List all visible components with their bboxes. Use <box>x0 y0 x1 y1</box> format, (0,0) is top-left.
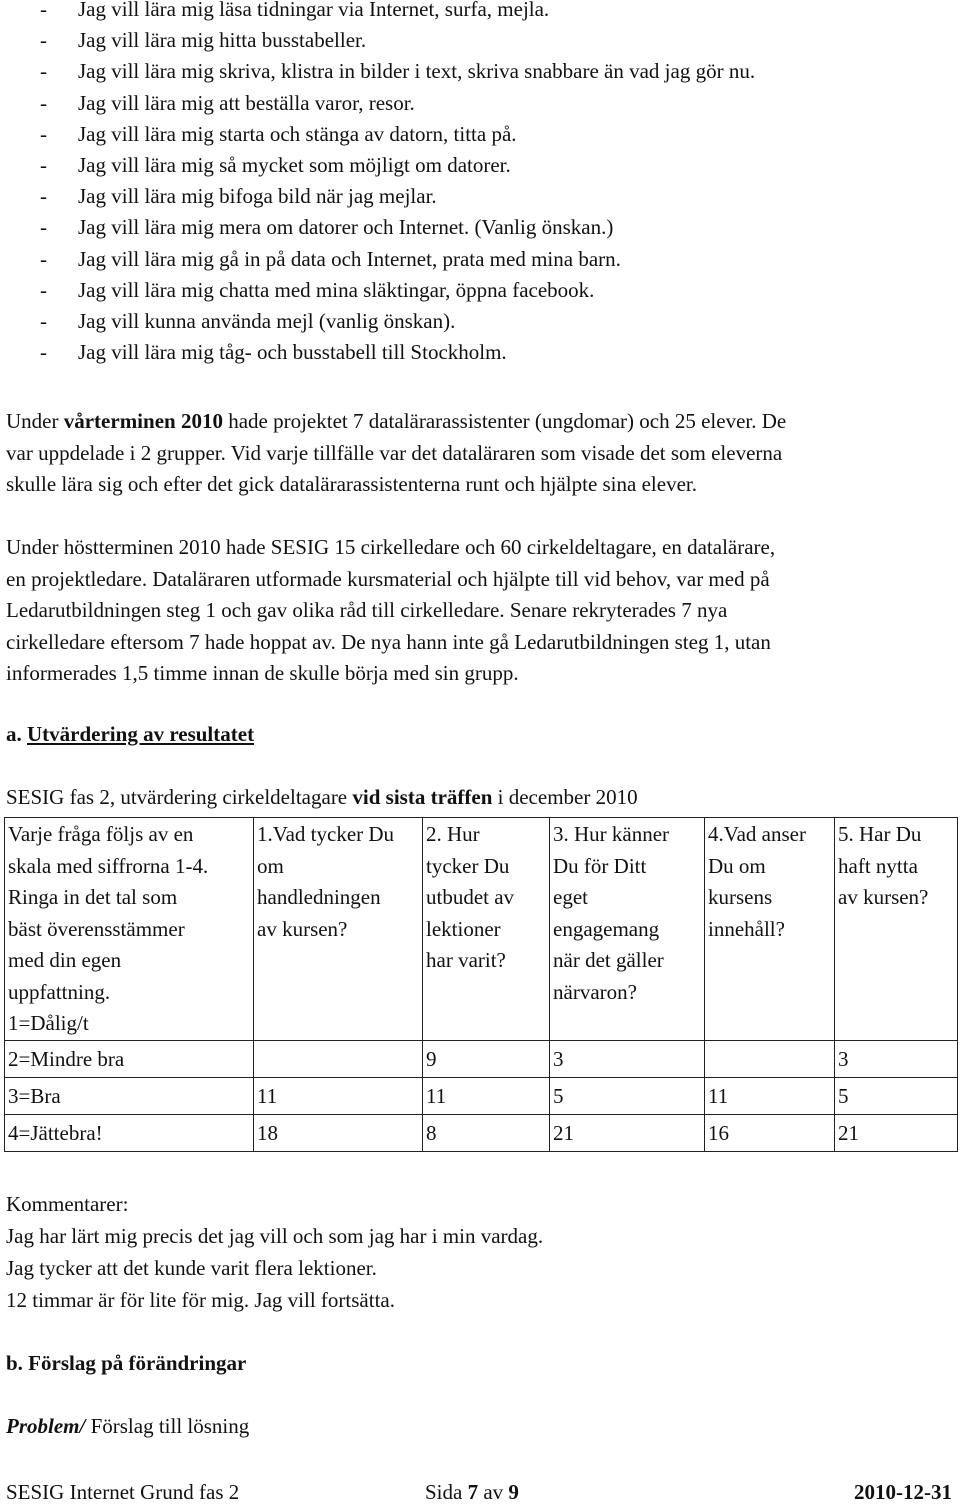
header-line: 2. Hur <box>426 822 480 846</box>
bold-term: vårterminen 2010 <box>63 409 223 433</box>
header-line: lektioner <box>426 916 501 941</box>
bullet-dash: - <box>40 215 47 240</box>
count-cell: 3 <box>835 1040 958 1077</box>
count-cell: 5 <box>550 1077 705 1114</box>
header-line: utbudet av <box>426 885 515 909</box>
table-caption: SESIG fas 2, utvärdering cirkeldeltagare vid sista träffen i december 2010 <box>6 785 638 809</box>
count-cell: 8 <box>423 1114 550 1151</box>
wish-item <box>40 25 755 56</box>
header-line: närvaron? <box>553 979 637 1004</box>
header-line: engagemang <box>553 916 660 941</box>
comment-line: 12 timmar är för lite för mig. Jag vill fortsätta. <box>6 1288 395 1312</box>
count-cell: 21 <box>835 1114 958 1151</box>
count-cell: 16 <box>705 1114 835 1151</box>
section-a-heading: a. Utvärdering av resultatet <box>6 722 255 746</box>
header-line: Du för Ditt <box>553 853 647 878</box>
header-line: om <box>257 853 284 878</box>
comment-line: Jag har lärt mig precis det jag vill och som jag har i min vardag. <box>6 1224 544 1248</box>
paragraph-line: skulle lära sig och efter det gick datalärarassistenterna runt och hjälpte sina elever. <box>6 472 697 496</box>
wish-text: Jag vill lära mig mera om datorer och Internet. (Vanlig önskan.) <box>78 215 614 240</box>
wish-text: Jag vill lära mig tåg- och busstabell till Stockholm. <box>78 340 507 365</box>
count-cell: 11 <box>254 1077 423 1114</box>
bullet-dash: - <box>40 90 47 115</box>
header-line: 5. Har Du <box>838 822 922 846</box>
question-header-cell <box>423 818 550 1041</box>
bullet-dash: - <box>40 308 47 333</box>
wish-text: Jag vill kunna använda mejl (vanlig önskan). <box>78 308 456 333</box>
header-line: har varit? <box>426 948 506 972</box>
scale-label-cell: 4=Jättebra! <box>5 1114 254 1151</box>
count-cell: 9 <box>423 1040 550 1077</box>
header-line: Du om <box>708 853 766 878</box>
count-cell: 11 <box>705 1077 835 1114</box>
bullet-dash: - <box>40 152 47 177</box>
count-cell: 11 <box>423 1077 550 1114</box>
header-line: handledningen <box>257 885 381 909</box>
count-cell: 3 <box>550 1040 705 1077</box>
wish-item <box>40 275 755 306</box>
header-line: av kursen? <box>838 885 929 909</box>
question-header-cell <box>254 818 423 1041</box>
bullet-dash: - <box>40 184 47 209</box>
header-line: bäst överensstämmer <box>8 916 185 941</box>
bullet-dash: - <box>40 340 47 365</box>
header-line: uppfattning. <box>8 979 111 1004</box>
wish-item <box>40 0 755 25</box>
header-line: Ringa in det tal som <box>8 885 178 909</box>
question-header-cell <box>550 818 705 1041</box>
header-line: kursens <box>708 885 773 909</box>
header-line: skala med siffrorna 1-4. <box>8 853 209 878</box>
header-line: eget <box>553 885 588 909</box>
paragraph-line: informerades 1,5 timme innan de skulle börja med sin grupp. <box>6 661 519 685</box>
wish-item <box>40 181 755 212</box>
scale-label-cell: 3=Bra <box>5 1077 254 1114</box>
wish-item <box>40 88 755 119</box>
paragraph-autumn <box>6 532 956 690</box>
wish-text: Jag vill lära mig att beställa varor, resor. <box>78 90 415 115</box>
paragraph-line: en projektledare. Dataläraren utformade kursmaterial och hjälpte till vid behov, var med på <box>6 566 770 591</box>
paragraph-line: Under vårterminen 2010 hade projektet 7 datalärarassistenter (ungdomar) och 25 elever. De <box>6 409 787 433</box>
header-line: innehåll? <box>708 916 785 941</box>
bullet-dash: - <box>40 277 47 302</box>
paragraph-line: var uppdelade i 2 grupper. Vid varje tillfälle var det dataläraren som visade det som eleverna <box>6 440 783 465</box>
problem-line: Problem/ Förslag till lösning <box>6 1414 250 1438</box>
header-line: Varje fråga följs av en <box>8 822 194 846</box>
header-line: av kursen? <box>257 916 348 941</box>
wish-item <box>40 306 755 337</box>
paragraph-spring <box>6 406 956 501</box>
header-line: 1=Dålig/t <box>8 1011 89 1035</box>
table-header-row <box>5 818 958 1041</box>
count-cell <box>254 1040 423 1077</box>
bullet-dash: - <box>40 0 47 21</box>
wish-item <box>40 56 755 87</box>
header-line: när det gäller <box>553 948 664 972</box>
wish-item <box>40 212 755 243</box>
count-cell: 18 <box>254 1114 423 1151</box>
header-line: 4.Vad anser <box>708 822 806 846</box>
table-row <box>5 1040 958 1077</box>
question-header-cell <box>705 818 835 1041</box>
wish-item <box>40 150 755 181</box>
wish-text: Jag vill lära mig hitta busstabeller. <box>78 28 367 53</box>
comment-line: Jag tycker att det kunde varit flera lektioner. <box>6 1256 377 1280</box>
wish-item <box>40 244 755 275</box>
table-row <box>5 1114 958 1151</box>
paragraph-line: Under höstterminen 2010 hade SESIG 15 cirkelledare och 60 cirkeldeltagare, en datalärare, <box>6 535 776 559</box>
wish-text: Jag vill lära mig skriva, klistra in bilder i text, skriva snabbare än vad jag gör nu. <box>78 59 756 84</box>
scale-label-cell: 2=Mindre bra <box>5 1040 254 1077</box>
section-b-heading: b. Förslag på förändringar <box>6 1351 247 1375</box>
question-header-cell <box>835 818 958 1041</box>
paragraph-line: cirkelledare eftersom 7 hade hoppat av. De nya hann inte gå Ledarutbildningen steg 1, utan <box>6 629 771 654</box>
header-line: 1.Vad tycker Du <box>257 822 395 846</box>
footer-page-number: Sida 7 av 9 <box>425 1480 519 1504</box>
count-cell <box>705 1040 835 1077</box>
bullet-dash: - <box>40 121 47 146</box>
table-row <box>5 1077 958 1114</box>
header-line: med din egen <box>8 948 122 972</box>
paragraph-line: Ledarutbildningen steg 1 och gav olika råd till cirkelledare. Senare rekryterades 7 nya <box>6 598 728 622</box>
wishes-list <box>40 0 755 368</box>
bullet-dash: - <box>40 28 47 53</box>
wish-text: Jag vill lära mig chatta med mina släktingar, öppna facebook. <box>78 277 595 302</box>
wish-item <box>40 337 755 368</box>
count-cell: 21 <box>550 1114 705 1151</box>
footer-date: 2010-12-31 <box>854 1480 952 1504</box>
comments-label: Kommentarer: <box>6 1192 129 1216</box>
wish-text: Jag vill lära mig bifoga bild när jag mejlar. <box>78 184 437 209</box>
bullet-dash: - <box>40 59 47 84</box>
header-line: 3. Hur känner <box>553 822 670 846</box>
footer-title: SESIG Internet Grund fas 2 <box>6 1480 240 1504</box>
wish-text: Jag vill lära mig så mycket som möjligt om datorer. <box>78 152 511 177</box>
header-line: tycker Du <box>426 853 510 878</box>
count-cell: 5 <box>835 1077 958 1114</box>
header-line: haft nytta <box>838 853 918 878</box>
evaluation-table <box>4 817 958 1152</box>
wish-text: Jag vill lära mig läsa tidningar via Internet, surfa, mejla. <box>78 0 550 21</box>
wish-text: Jag vill lära mig starta och stänga av datorn, titta på. <box>78 121 517 146</box>
scale-instructions-cell <box>5 818 254 1041</box>
bullet-dash: - <box>40 246 47 271</box>
wish-item <box>40 119 755 150</box>
wish-text: Jag vill lära mig gå in på data och Internet, prata med mina barn. <box>78 246 621 271</box>
